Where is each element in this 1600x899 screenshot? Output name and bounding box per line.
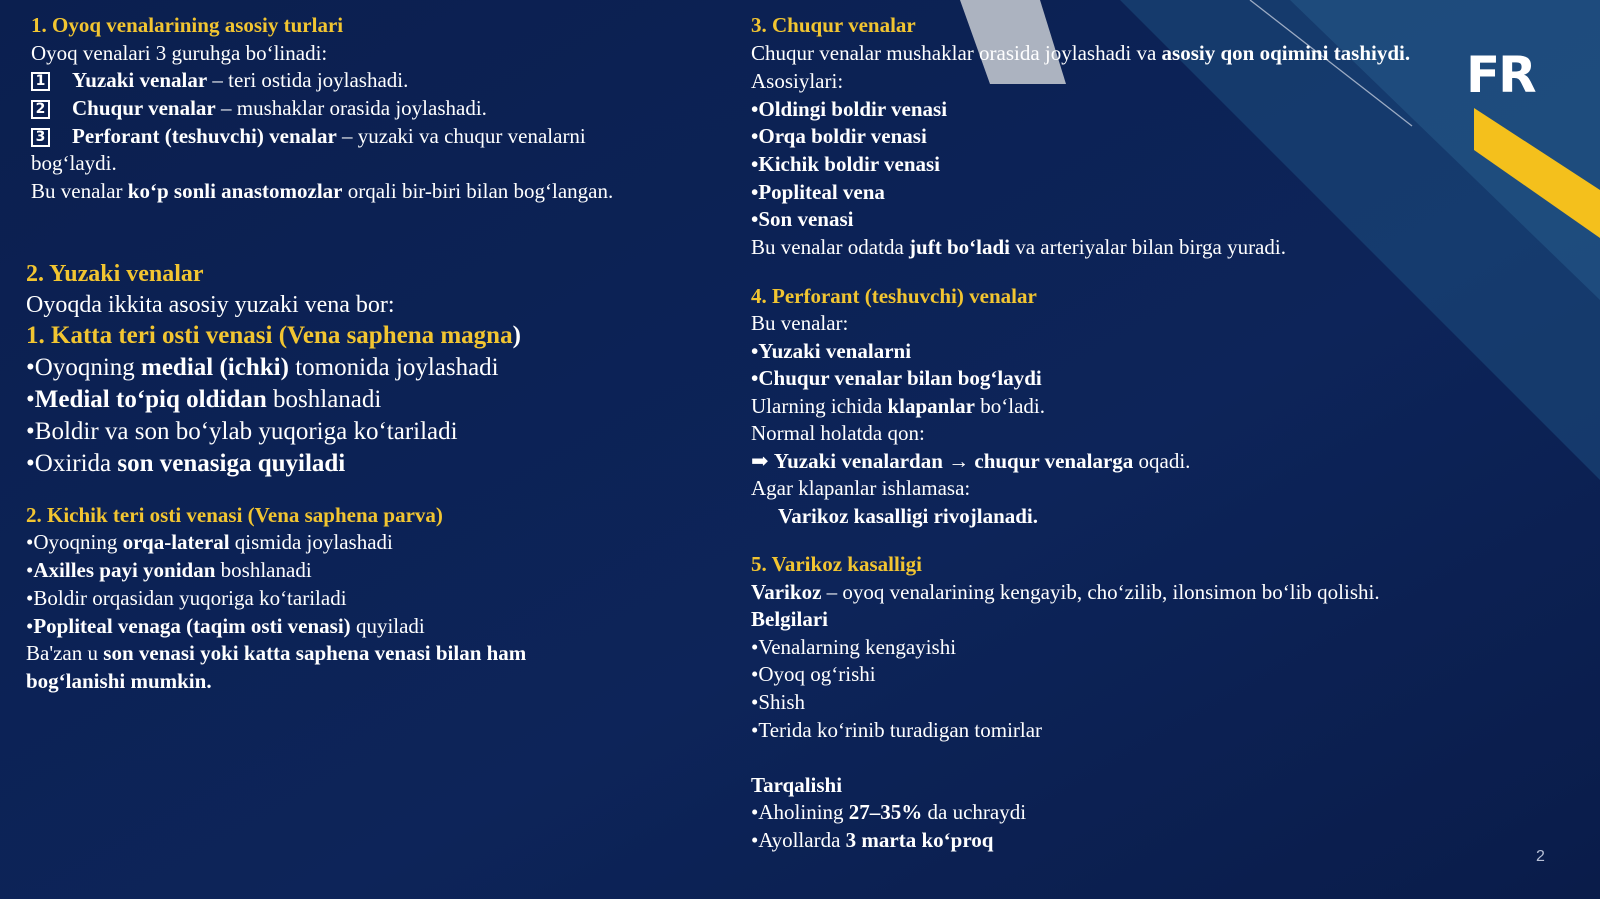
bullet-icon: • — [751, 339, 759, 363]
section-1-title: 1. Oyoq venalarining asosiy turlari — [31, 13, 344, 37]
list-item: •Venalarning kengayishi — [751, 635, 957, 659]
list-item: •Chuqur venalar bilan bog‘laydi — [751, 366, 1042, 390]
list-item: •Boldir va son bo‘ylab yuqoriga ko‘tariladi — [26, 418, 458, 445]
list-item-wrap: bog‘laydi. — [31, 151, 117, 175]
arrow-right-icon: ➡ — [751, 449, 769, 473]
section-3-title: 3. Chuqur venalar — [751, 13, 916, 37]
section-5-title: 5. Varikoz kasalligi — [751, 552, 922, 576]
bullet-icon: • — [751, 180, 759, 204]
section-4-title: 4. Perforant (teshuvchi) venalar — [751, 284, 1037, 308]
number-2-icon: 2 — [31, 100, 50, 119]
bullet-icon: • — [751, 124, 759, 148]
section-3-label: Asosiylari: — [751, 69, 844, 93]
brand-logo: FR — [1466, 46, 1535, 104]
section-4-label: Bu venalar: — [751, 311, 849, 335]
section-1-intro: Oyoq venalari 3 guruhga bo‘linadi: — [31, 41, 328, 65]
bullet-icon: • — [751, 800, 759, 824]
list-item: •Popliteal venaga (taqim osti venasi) quyiladi — [26, 614, 425, 638]
bullet-icon: • — [751, 662, 759, 686]
section-2-intro: Oyoqda ikkita asosiy yuzaki vena bor: — [26, 292, 395, 318]
list-item: •Shish — [751, 690, 806, 714]
bullet-icon: • — [751, 690, 759, 714]
list-item: •Oyoq og‘rishi — [751, 662, 876, 686]
flow-line: ➡ Yuzaki venalardan → chuqur venalarga oqadi. — [751, 449, 1191, 473]
subheading-small-saphenous: 2. Kichik teri osti venasi (Vena saphena parva) — [26, 503, 443, 527]
list-item: •Oyoqning orqa-lateral qismida joylashadi — [26, 530, 393, 554]
number-3-icon: 3 — [31, 128, 50, 147]
list-item: •Ayollarda 3 marta ko‘proq — [751, 828, 994, 852]
arrow-icon: → — [948, 449, 970, 473]
list-item: •Yuzaki venalarni — [751, 339, 912, 363]
list-item: •Aholining 27–35% da uchraydi — [751, 800, 1027, 824]
spread-label: Tarqalishi — [751, 773, 843, 797]
bullet-icon: • — [26, 450, 35, 477]
list-item: •Oyoqning medial (ichki) tomonida joylashadi — [26, 354, 499, 381]
list-item: •Orqa boldir venasi — [751, 124, 927, 148]
section-2-title: 2. Yuzaki venalar — [26, 261, 204, 287]
result-line: Varikoz kasalligi rivojlanadi. — [778, 504, 1039, 528]
bullet-icon: • — [751, 97, 759, 121]
list-item: •Axilles payi yonidan boshlanadi — [26, 558, 312, 582]
list-item: 3 Perforant (teshuvchi) venalar – yuzaki va chuqur venalarni — [31, 124, 586, 148]
bullet-icon: • — [751, 152, 759, 176]
bullet-icon: • — [751, 207, 759, 231]
section-1-note: Bu venalar ko‘p sonli anastomozlar orqali bir-biri bilan bog‘langan. — [31, 179, 614, 203]
section-3-note: Bu venalar odatda juft bo‘ladi va arteriyalar bilan birga yuradi. — [751, 235, 1286, 259]
bullet-icon: • — [751, 635, 759, 659]
list-item: •Oxirida son venasiga quyiladi — [26, 450, 346, 477]
bullet-icon: • — [26, 386, 35, 413]
bullet-icon: • — [26, 354, 35, 381]
section-2-note: Ba'zan u son venasi yoki katta saphena venasi bilan ham — [26, 641, 527, 665]
list-item: •Son venasi — [751, 207, 854, 231]
list-item: •Medial to‘piq oldidan boshlanadi — [26, 386, 382, 413]
list-item: •Terida ko‘rinib turadigan tomirlar — [751, 718, 1043, 742]
subheading-great-saphenous: 1. Katta teri osti venasi (Vena saphena magna) — [26, 322, 521, 349]
signs-label: Belgilari — [751, 607, 828, 631]
list-item: •Kichik boldir venasi — [751, 152, 941, 176]
definition-line: Varikoz – oyoq venalarining kengayib, cho‘zilib, ilonsimon bo‘lib qolishi. — [751, 580, 1380, 604]
bullet-icon: • — [26, 586, 34, 610]
bullet-icon: • — [26, 418, 35, 445]
list-item: 1 Yuzaki venalar – teri ostida joylashadi. — [31, 68, 408, 92]
list-item: •Oldingi boldir venasi — [751, 97, 948, 121]
bullet-icon: • — [26, 558, 34, 582]
section-3-line: Chuqur venalar mushaklar orasida joylashadi va asosiy qon oqimini tashiydi. — [751, 41, 1411, 65]
normal-line: Normal holatda qon: — [751, 421, 925, 445]
bullet-icon: • — [26, 614, 34, 638]
section-2-note-wrap: bog‘lanishi mumkin. — [26, 669, 212, 693]
bullet-icon: • — [751, 718, 759, 742]
bullet-icon: • — [26, 530, 34, 554]
list-item: •Popliteal vena — [751, 180, 885, 204]
valve-line: Ularning ichida klapanlar bo‘ladi. — [751, 394, 1045, 418]
page-number: 2 — [1536, 848, 1545, 865]
list-item: 2 Chuqur venalar – mushaklar orasida joylashadi. — [31, 96, 487, 120]
number-1-icon: 1 — [31, 72, 50, 91]
bullet-icon: • — [751, 828, 759, 852]
condition-line: Agar klapanlar ishlamasa: — [751, 476, 971, 500]
list-item: •Boldir orqasidan yuqoriga ko‘tariladi — [26, 586, 347, 610]
bullet-icon: • — [751, 366, 759, 390]
